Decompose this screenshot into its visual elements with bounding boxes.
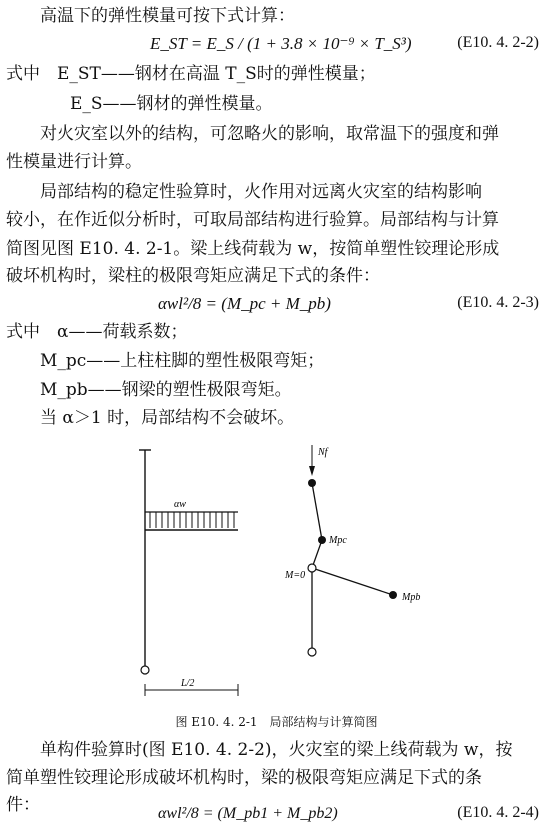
text-line-p3a: 局部结构的稳定性验算时，火作用对远离火灾室的结构影响: [40, 182, 482, 202]
mpb-label: Mpb: [402, 592, 421, 603]
text-line-p3b: 较小，在作近似分析时，可取局部结构进行验算。局部结构与计算: [6, 210, 499, 230]
nf-arrow-head: [309, 466, 315, 476]
equation-1-number: (E10. 4. 2-2): [457, 34, 539, 51]
text-line-p3c: 简图见图 E10. 4. 2-1。梁上线荷载为 w，按简单塑性铰理论形成: [6, 239, 500, 259]
equation-3-number: (E10. 4. 2-4): [457, 804, 539, 821]
load-label: αw: [174, 499, 186, 510]
text-line-p2b: 性模量进行计算。: [6, 152, 142, 172]
equation-2: αwl²/8 = (M_pc + M_pb): [158, 294, 331, 313]
top-node: [308, 479, 316, 487]
text-line-p5a: 单构件验算时(图 E10. 4. 2-2)，火灾室的梁上线荷载为 w，按: [40, 740, 513, 760]
definition-mpb: M_pb——钢梁的塑性极限弯矩。: [40, 380, 292, 400]
m0-label: M=0: [285, 570, 306, 581]
column-base-hinge: [141, 666, 149, 674]
text-line-p2a: 对火灾室以外的结构，可忽略火的影响，取常温下的强度和弹: [40, 124, 499, 144]
equation-1: E_ST = E_S / (1 + 3.8 × 10⁻⁹ × T_S³): [150, 34, 412, 53]
load-arrows: [150, 512, 234, 528]
mpc-label: Mpc: [329, 535, 347, 546]
equation-3: αwl²/8 = (M_pb1 + M_pb2): [158, 805, 338, 822]
mpc-node: [318, 536, 326, 544]
text-line-p3d: 破坏机构时，梁柱的极限弯矩应满足下式的条件：: [6, 266, 380, 286]
definition-est: 式中 E_ST——钢材在高温 T_S时的弹性模量；: [6, 64, 376, 84]
base-node: [308, 648, 316, 656]
definition-es: E_S——钢材的弹性模量。: [70, 94, 273, 114]
text-line-p1: 高温下的弹性模量可按下式计算：: [40, 6, 295, 26]
text-line-p5c: 件：: [6, 795, 40, 815]
nf-label: Nf: [318, 447, 328, 458]
beam-mechanism-line: [312, 568, 393, 595]
figure-caption: 图 E10. 4. 2-1 局部结构与计算简图: [175, 715, 378, 729]
text-line-p5b: 简单塑性铰理论形成破坏机构时，梁的极限弯矩应满足下式的条: [6, 768, 482, 788]
m0-node: [308, 564, 316, 572]
definition-alpha: 式中 α——荷载系数；: [6, 322, 188, 342]
equation-2-number: (E10. 4. 2-3): [457, 294, 539, 311]
text-line-p4: 当 α＞1 时，局部结构不会破坏。: [40, 408, 295, 428]
definition-mpc: M_pc——上柱柱脚的塑性极限弯矩；: [40, 351, 325, 371]
mpb-node: [389, 591, 397, 599]
span-label: L/2: [181, 678, 195, 689]
